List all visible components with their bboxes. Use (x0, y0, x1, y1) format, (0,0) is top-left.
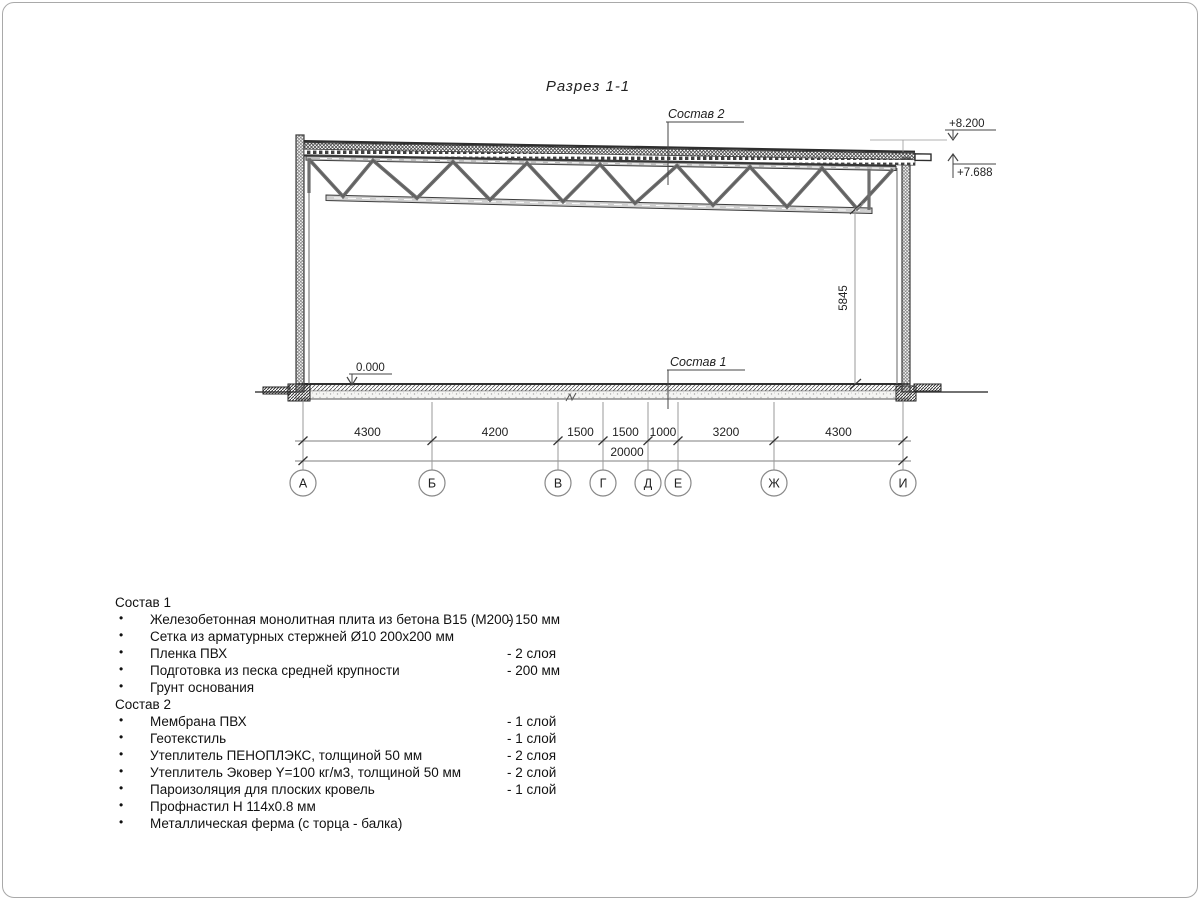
material-name: Сетка из арматурных стержней Ø10 200х200 мм (150, 629, 455, 644)
material-name: Грунт основания (150, 680, 255, 695)
wall-right (902, 158, 910, 392)
bullet-icon: • (119, 781, 124, 795)
material-name: Пароизоляция для плоских кровель (150, 782, 375, 797)
material-name: Профнастил Н 114х0.8 мм (150, 799, 316, 814)
material-name: Пленка ПВХ (150, 646, 228, 661)
legend-item (115, 815, 595, 832)
material-qty: - 1 слой (507, 782, 557, 797)
material-qty: - 150 мм (507, 612, 561, 627)
axis-letter: В (553, 476, 563, 491)
material-name: Железобетонная монолитная плита из бетона В15 (М200) (150, 612, 514, 627)
material-name: Утеплитель ПЕНОПЛЭКС, толщиной 50 мм (150, 748, 423, 763)
foundation-ledge-left (263, 387, 290, 394)
axis-letter: Е (673, 476, 683, 491)
bullet-icon: • (119, 645, 124, 659)
material-qty: - 2 слоя (507, 748, 557, 763)
elevation-zero-label: 0.000 (356, 362, 385, 374)
material-qty: - 200 мм (507, 663, 561, 678)
callout-floor-label: Состав 1 (670, 355, 727, 369)
legend-item (115, 764, 595, 781)
legend-section-title: Состав 1 (115, 595, 171, 610)
legend-item (115, 645, 595, 662)
segment-dim-label: 4200 (481, 425, 509, 439)
bullet-icon: • (119, 815, 124, 829)
bullet-icon: • (119, 611, 124, 625)
bullet-icon: • (119, 798, 124, 812)
axis-letter: Г (599, 476, 607, 491)
segment-dim-label: 3200 (712, 425, 740, 439)
floor-sand-layer (296, 391, 910, 399)
material-name: Мембрана ПВХ (150, 714, 247, 729)
material-qty: - 1 слой (507, 714, 557, 729)
legend-item (115, 628, 595, 645)
bullet-icon: • (119, 730, 124, 744)
drawing-title: Разрез 1-1 (545, 78, 631, 95)
legend-item (115, 781, 595, 798)
wall-left (296, 135, 304, 392)
segment-dim-label: 1500 (567, 425, 594, 439)
legend-item (115, 747, 595, 764)
segment-dim-label: 1000 (649, 425, 677, 439)
floor-concrete-layer (296, 384, 910, 391)
legend-item (115, 798, 595, 815)
legend-item (115, 713, 595, 730)
elevation-top-label: +8.200 (949, 118, 985, 130)
legend-section-title: Состав 2 (115, 697, 171, 712)
material-name: Металлическая ферма (с торца - балка) (150, 816, 403, 831)
axis-letter: Б (427, 476, 437, 491)
bullet-icon: • (119, 764, 124, 778)
segment-dim-label: 4300 (825, 425, 852, 439)
callout-roof-label: Состав 2 (668, 107, 725, 121)
material-qty: - 2 слоя (507, 646, 557, 661)
material-qty: - 1 слой (507, 731, 557, 746)
material-qty: - 2 слой (507, 765, 557, 780)
legend-item (115, 662, 595, 679)
height-dim-label: 5845 (838, 285, 850, 311)
segment-dim-label: 1500 (612, 425, 639, 439)
elevation-edge-label: +7.688 (957, 167, 993, 179)
material-name: Геотекстиль (150, 731, 227, 746)
bullet-icon: • (119, 628, 124, 642)
legend-item (115, 730, 595, 747)
bullet-icon: • (119, 713, 124, 727)
axis-letter: Д (643, 476, 653, 491)
material-name: Подготовка из песка средней крупности (150, 663, 400, 678)
total-dim-label: 20000 (610, 445, 644, 459)
legend-item (115, 679, 595, 696)
material-name: Утеплитель Эковер Y=100 кг/м3, толщиной 50 мм (150, 765, 462, 780)
legend-item (115, 611, 595, 628)
bullet-icon: • (119, 747, 124, 761)
legend (115, 594, 595, 832)
axis-letter: Ж (768, 476, 780, 491)
axis-letter: И (898, 476, 908, 491)
foundation-ledge-right (914, 384, 941, 391)
segment-dim-label: 4300 (354, 425, 381, 439)
bullet-icon: • (119, 679, 124, 693)
roof-drip-edge (915, 154, 931, 161)
bullet-icon: • (119, 662, 124, 676)
axis-letter: А (298, 476, 308, 491)
